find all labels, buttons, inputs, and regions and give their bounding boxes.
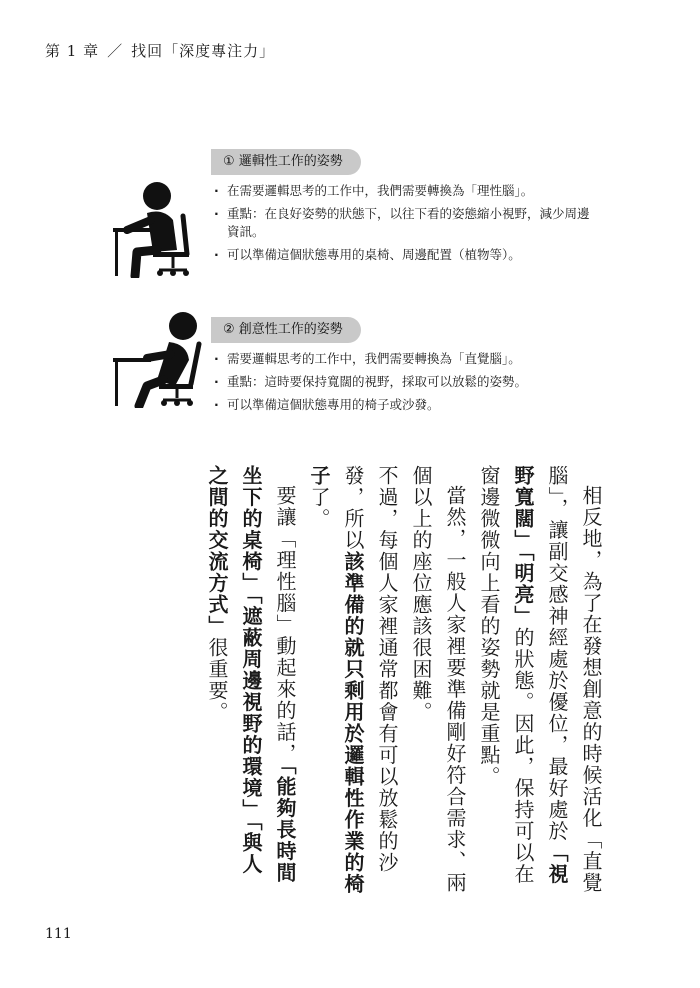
desk-leg: [115, 230, 118, 276]
header-separator: ／: [107, 42, 124, 60]
list-item: · 在需要邏輯思考的工作中，我們需要轉換為「理性腦」。: [214, 182, 594, 200]
list-item: · 需要邏輯思考的工作中，我們需要轉換為「直覺腦」。: [214, 350, 594, 368]
section2-label: ② 創意性工作的姿勢: [211, 317, 361, 343]
chair-back: [183, 216, 187, 254]
section1-bullets: [214, 182, 594, 269]
list-item: · 可以準備這個狀態專用的桌椅、周邊配置（植物等）。: [214, 246, 594, 264]
desk-top: [113, 228, 153, 232]
desk-leg: [115, 360, 118, 406]
chair-stand: [163, 389, 191, 400]
creative-posture-illustration: [113, 310, 208, 408]
paragraph-1: 相反地，為了在發想創意的時候活化「直覺腦」，讓副交感神經處於優位，最好處於「視野寬闊」「明亮」的狀態。因此，保持可以在窗邊微微向上看的姿勢就是重點。: [477, 465, 603, 894]
paragraph-3: 不過，每個人家裡通常都會有可以放鬆的沙發，所以該準備的就只剩用於邏輯性作業的椅子了。: [307, 465, 399, 895]
running-header: [45, 40, 275, 61]
figure-head: [143, 182, 171, 210]
section2-bullets: [214, 350, 594, 419]
paragraph-4: 要讓「理性腦」動起來的話，「能夠長時間坐下的桌椅」「遮蔽周邊視野的環境」「與人之間的交流方式」很重要。: [205, 465, 297, 884]
list-item: · 重點：這時要保持寬闊的視野，採取可以放鬆的姿勢。: [214, 373, 594, 391]
chair-back: [191, 344, 199, 384]
list-item: · 重點：在良好姿勢的狀態下，以往下看的姿態縮小視野，減少周邊資訊。: [214, 205, 594, 241]
desk-top: [113, 358, 151, 362]
chapter-title: 找回「深度專注力」: [131, 42, 276, 60]
list-item: · 可以準備這個狀態專用的椅子或沙發。: [214, 396, 594, 414]
figure-head: [169, 312, 197, 340]
figure-arm: [147, 354, 171, 358]
chair-stand: [159, 257, 187, 270]
section1-label: ① 邏輯性工作的姿勢: [211, 149, 361, 175]
chair-seat: [159, 384, 193, 389]
paragraph-2: 當然，一般人家裡要準備剛好符合需求、兩個以上的座位應該很困難。: [409, 465, 467, 894]
figure-leg: [139, 380, 163, 406]
chair-seat: [153, 252, 189, 257]
chapter-number: 第 1 章: [45, 42, 100, 60]
body-text: [128, 465, 608, 895]
page-number: 111: [45, 926, 72, 942]
logical-posture-illustration: [113, 180, 208, 278]
